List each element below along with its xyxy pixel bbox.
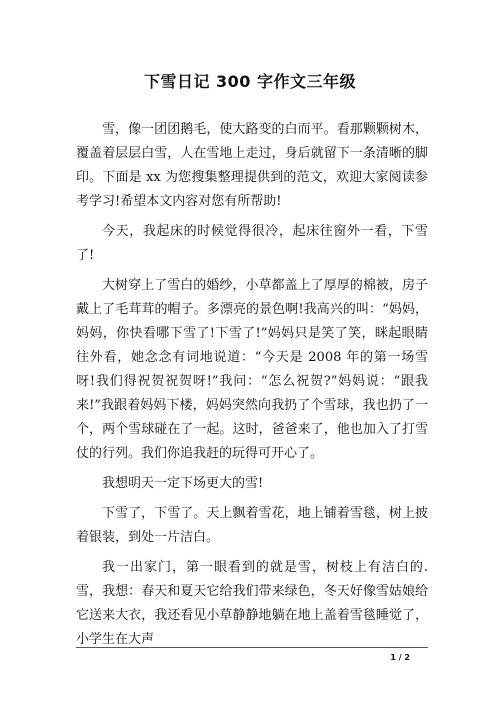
paragraph-4: 我想明天一定下场更大的雪! [102,476,264,491]
page-number: 1 / 2 [390,653,410,662]
document-title: 下雪日记 300 字作文三年级 [143,72,357,91]
paragraph-6: 我一出家门，第一眼看到的就是雪，树枝上有洁白的.雪，我想：春天和夏天它给我们带来绿色，冬天好像雪姑娘给它送来大衣，我还看见小草静静地躺在地上盖着雪毯睡觉了，小学生在大声 [76,560,428,647]
paragraph-1: 雪，像一团团鹅毛，使大路变的白而平。看那颗颗树木，覆盖着层层白雪，人在雪地上走过，身后就留下一条清晰的脚印。下面是 xx 为您搜集整理提供到的范文，欢迎大家阅读参考学习!希望本文内容对您有所帮助! [76,122,428,209]
paragraph-2: 今天，我起床的时候觉得很冷，起床往窗外一看，下雪了! [76,224,428,263]
footer-divider [76,647,428,648]
paragraph-3: 大树穿上了雪白的婚纱，小草都盖上了厚厚的棉被，房子戴上了毛茸茸的帽子。多漂亮的景色啊!我高兴的叫：“妈妈，妈妈，你快看哪下雪了!下雪了!”妈妈只是笑了笑，眯起眼睛往外看，她念念有词地说道：“今天是 2008 年的第一场雪呀!我们得祝贺祝贺呀!”我问：“怎么祝贺?”妈妈说：“跟我来!”我跟着妈妈下楼，妈妈突然向我扔了个雪球，我也扔了一个，两个雪球碰在了一起。这时，爸爸来了，他也加入了打雪仗的行列。我们你追我赶的玩得可开心了。 [76,278,428,461]
paragraph-5: 下雪了，下雪了。天上飘着雪花，地上铺着雪毯，树上披着银装，到处一片洁白。 [76,506,428,545]
document-body [76,118,428,658]
